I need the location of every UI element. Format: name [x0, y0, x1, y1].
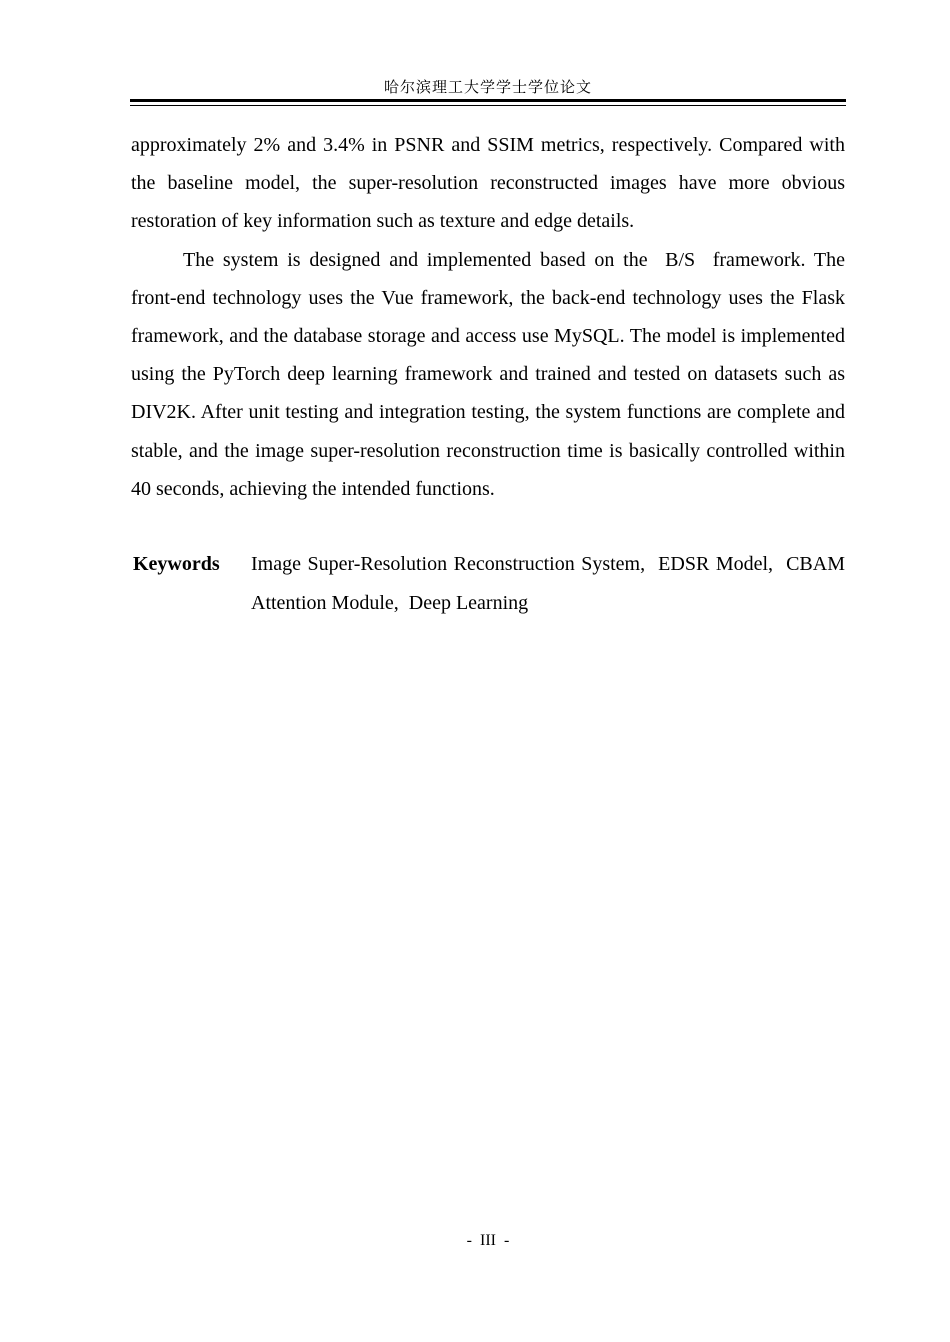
abstract-body	[131, 126, 850, 508]
abstract-paragraph-continued: approximately 2% and 3.4% in PSNR and SSIM metrics, respectively. Compared with the baseline model, the super-resolution reconstructed images have more obvious restoration of key information such as texture and edge details.	[131, 134, 845, 233]
keywords-label: Keywords	[133, 553, 220, 575]
page-number: - III -	[466, 1232, 510, 1249]
page-header: 哈尔滨理工大学学士学位论文	[383, 80, 592, 96]
keywords-text: Image Super-Resolution Reconstruction System, EDSR Model, CBAM Attention Module, Deep Learning	[251, 553, 849, 614]
header-rule	[130, 99, 846, 106]
abstract-paragraph-system: The system is designed and implemented based on the B/S framework. The front-end technology uses the Vue framework, the back-end technology uses the Flask framework, and the database storage and access use MySQL. The model is implemented using the PyTorch deep learning framework and trained and tested on datasets such as DIV2K. After unit testing and integration testing, the system functions are complete and stable, and the image super-resolution reconstruction time is basically controlled within 40 seconds, achieving the intended functions.	[131, 248, 850, 500]
keywords-section	[131, 545, 849, 623]
